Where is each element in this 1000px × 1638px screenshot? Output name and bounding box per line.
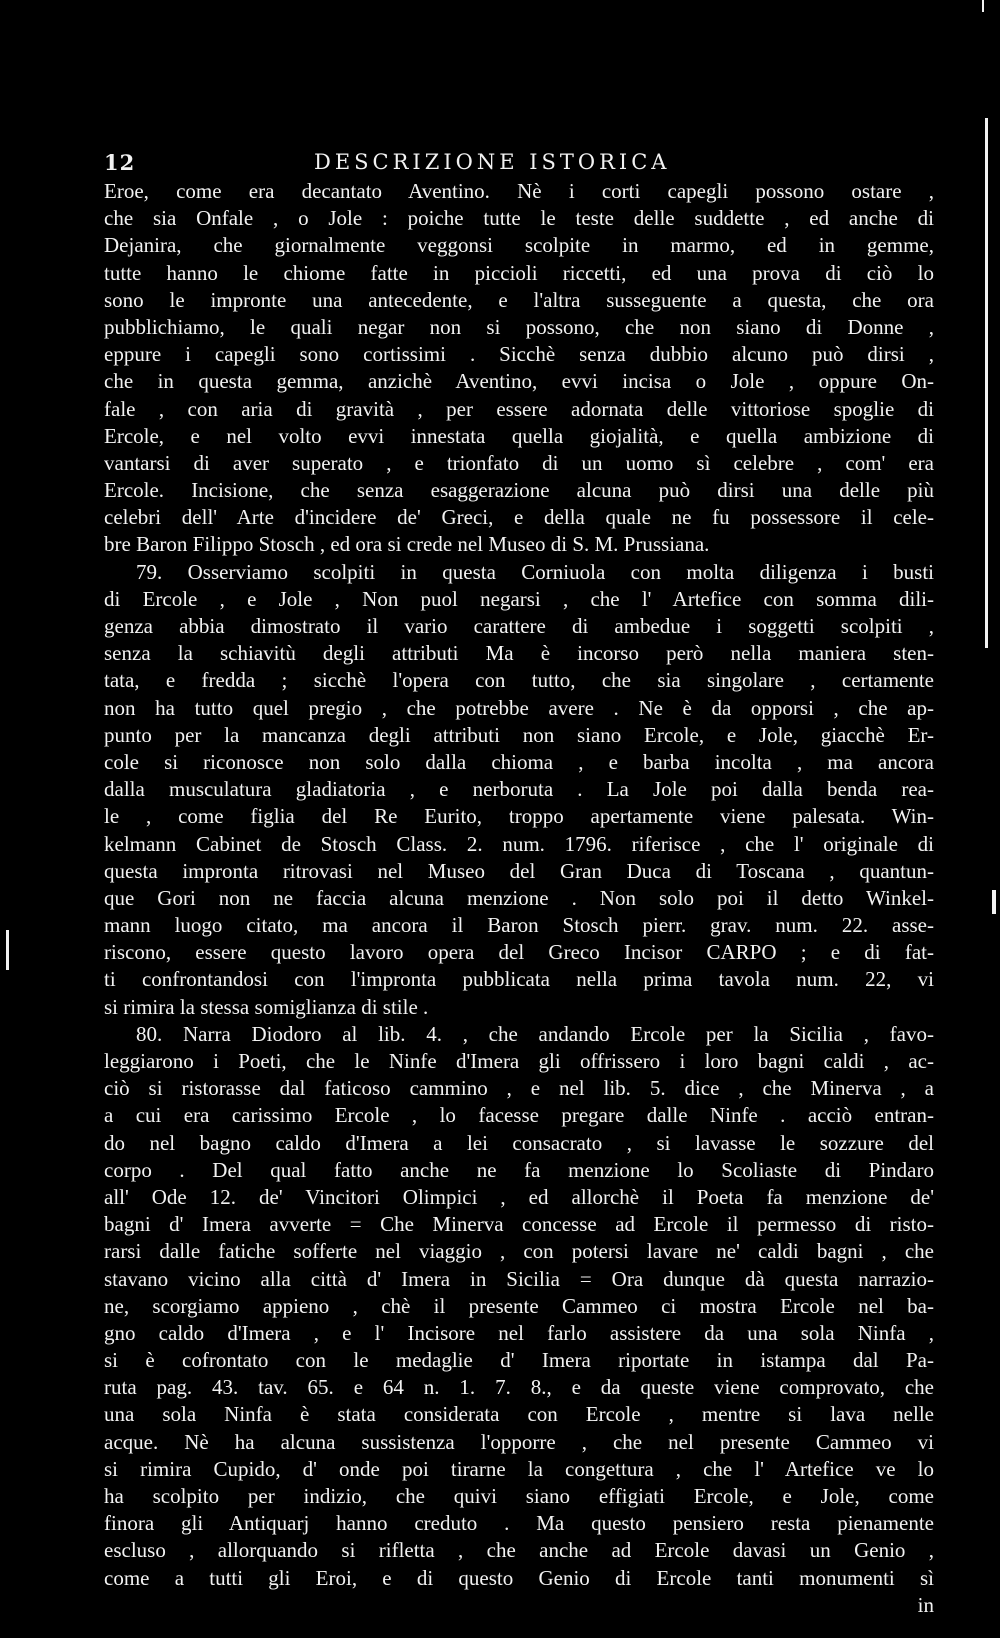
text-line: che in questa gemma, anzichè Aventino, evvi incisa o Jole , oppure On- [104, 369, 934, 394]
text-line: fale , con aria di gravità , per essere adornata delle vittoriose spoglie di [104, 396, 934, 421]
text-line: leggiarono i Poeti, che le Ninfe d'Imera gli offrissero i loro bagni caldi , ac- [104, 1049, 934, 1073]
text-line: si è cofrontato con le medaglie d' Imera riportate in istampa dal Pa- [104, 1348, 934, 1373]
text-line: ti confrontandosi con l'impronta pubblicata nella prima tavola num. 22, vi [104, 967, 934, 992]
right-margin-mark [992, 890, 996, 914]
text-line: bagni d' Imera avverte = Che Minerva concesse ad Ercole il permesso di risto- [104, 1212, 934, 1237]
text-line: all' Ode 12. de' Vincitori Olimpici , ed allorchè il Poeta fa menzione de' [104, 1184, 934, 1209]
running-head: DESCRIZIONE ISTORICA [314, 150, 671, 174]
top-edge-mark [982, 0, 984, 12]
catchword: in [917, 1592, 934, 1617]
text-line: le , come figlia del Re Eurito, troppo apertamente viene palesata. Win- [104, 804, 934, 829]
right-margin-rule [985, 118, 988, 648]
text-line: tata, e fredda ; sicchè l'opera con tutto, che sia singolare , certamente [104, 668, 934, 693]
text-line: sono le impronte una antecedente, e l'altra susseguente a questa, che ora [104, 287, 934, 312]
text-line: que Gori non ne faccia alcuna menzione . Non solo poi il detto Winkel- [104, 885, 934, 910]
text-line: Dejanira, che giornalmente veggonsi scolpite in marmo, ed in gemme, [104, 233, 934, 258]
text-line: acque. Nè ha alcuna sussistenza l'opporre , che nel presente Cammeo vi [104, 1429, 934, 1454]
text-line: ciò si ristorasse dal faticoso cammino , e nel lib. 5. dice , che Minerva , a [104, 1076, 934, 1101]
text-line: escluso , allorquando si rifletta , che anche ad Ercole davasi un Genio , [104, 1538, 934, 1563]
text-line: corpo . Del qual fatto anche ne fa menzione lo Scoliaste di Pindaro [104, 1157, 934, 1182]
text-line: ruta pag. 43. tav. 65. e 64 n. 1. 7. 8., e da queste viene comprovato, che [104, 1375, 934, 1400]
text-line: pubblichiamo, le quali negar non si possono, che non siano di Donne , [104, 314, 934, 339]
text-line: genza abbia dimostrato il vario carattere di ambedue i soggetti scolpiti , [104, 614, 934, 638]
text-line: finora gli Antiquarj hanno creduto . Ma questo pensiero resta pienamente [104, 1511, 934, 1536]
text-line: stavano vicino alla città d' Imera in Sicilia = Ora dunque dà questa narrazio- [104, 1266, 934, 1291]
text-line: come a tutti gli Eroi, e di questo Genio di Ercole tanti monumenti sì [104, 1565, 934, 1590]
text-line: mann luogo citato, ma ancora il Baron Stosch pierr. grav. num. 22. asse- [104, 913, 934, 938]
text-line: si rimira Cupido, d' onde poi tirarne la congettura , che l' Artefice ve lo [104, 1456, 934, 1481]
page-header [104, 150, 940, 178]
text-line: tutte hanno le chiome fatte in piccioli riccetti, ed una prova di ciò lo [104, 260, 934, 285]
text-line: kelmann Cabinet de Stosch Class. 2. num. 1796. riferisce , che l' originale di [104, 831, 934, 856]
text-line: una sola Ninfa è stata considerata con Ercole , mentre si lava nelle [104, 1402, 934, 1427]
text-line: dalla musculatura gladiatoria , e nerboruta . La Jole poi dalla benda rea- [104, 777, 934, 802]
text-line: questa impronta ritrovasi nel Museo del Gran Duca di Toscana , quantun- [104, 858, 934, 883]
text-line: do nel bagno caldo d'Imera a lei consacrato , si lavasse le sozzure del [104, 1130, 934, 1155]
text-line: che sia Onfale , o Jole : poiche tutte le teste delle suddette , ed anche di [104, 206, 934, 231]
text-line: a cui era carissimo Ercole , lo facesse pregare dalle Ninfe . acciò entran- [104, 1103, 934, 1128]
text-line: punto per la mancanza degli attributi non siano Ercole, e Jole, giacchè Er- [104, 722, 934, 747]
text-line: 79. Osserviamo scolpiti in questa Corniuola con molta diligenza i busti [136, 559, 934, 584]
text-line: cole si riconosce non solo dalla chioma , e barba incolta , ma ancora [104, 749, 934, 774]
text-line: Ercole. Incisione, che senza esaggerazione alcuna può dirsi una delle più [104, 478, 934, 503]
left-margin-mark [6, 930, 9, 970]
page-number: 12 [104, 150, 136, 175]
text-line: si rimira la stessa somiglianza di stile . [104, 994, 429, 1019]
text-line: rarsi dalle fatiche sofferte nel viaggio , con potersi lavare ne' caldi bagni , che [104, 1239, 934, 1264]
text-line: non ha tutto quel pregio , che potrebbe avere . Ne è da opporsi , che ap- [104, 695, 934, 720]
text-line: bre Baron Filippo Stosch , ed ora si crede nel Museo di S. M. Prussiana. [104, 532, 710, 557]
text-line: ne, scorgiamo appieno , chè il presente Cammeo ci mostra Ercole nel ba- [104, 1293, 934, 1318]
text-line: ha scolpito per indizio, che quivi siano effigiati Ercole, e Jole, come [104, 1484, 934, 1508]
body-text [104, 178, 934, 1619]
text-line: Ercole, e nel volto evvi innestata quella giojalità, e quella ambizione di [104, 423, 934, 448]
text-line: celebri dell' Arte d'incidere de' Greci, e della quale ne fu possessore il cele- [104, 505, 934, 530]
text-line: riscono, essere questo lavoro opera del Greco Incisor CARPO ; e di fat- [104, 940, 934, 965]
text-line: gno caldo d'Imera , e l' Incisore nel farlo assistere da una sola Ninfa , [104, 1320, 934, 1345]
text-line: senza la schiavitù degli attributi Ma è incorso però nella maniera sten- [104, 641, 934, 666]
text-line: eppure i capegli sono cortissimi . Sicchè senza dubbio alcuno può dirsi , [104, 342, 934, 367]
text-line: di Ercole , e Jole , Non puol negarsi , che l' Artefice con somma dili- [104, 586, 934, 611]
text-line: 80. Narra Diodoro al lib. 4. , che andando Ercole per la Sicilia , favo- [136, 1021, 934, 1046]
text-line: Eroe, come era decantato Aventino. Nè i corti capegli possono ostare , [104, 179, 934, 203]
text-line: vantarsi di aver superato , e trionfato di un uomo sì celebre , com' era [104, 450, 934, 475]
